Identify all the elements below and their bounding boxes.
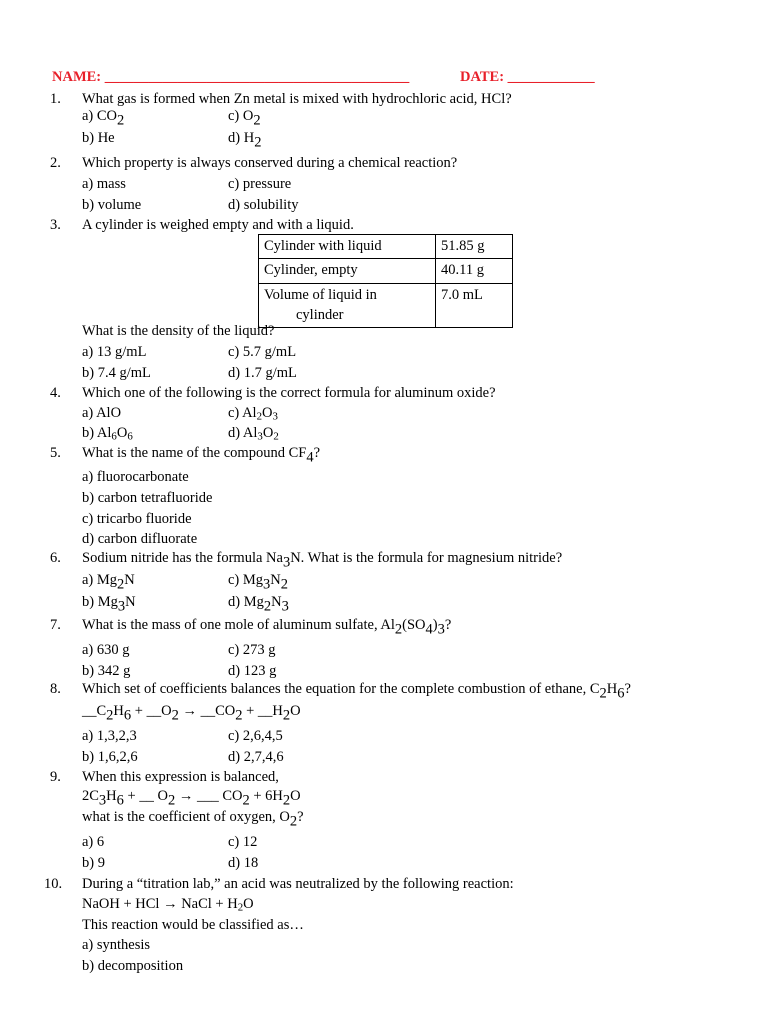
table-row <box>259 259 513 283</box>
option-a: a) synthesis <box>82 937 151 953</box>
option-c: c) tricarbo fluoride <box>82 511 192 527</box>
question-number: 8. <box>50 681 61 697</box>
option-d: d) 2,7,4,6 <box>228 749 284 765</box>
question-number: 10. <box>44 876 63 892</box>
equation: __C2H6 + __O2 → __CO2 + __H2O <box>82 703 301 724</box>
option-c: c) $Al_2O_3$ <box>228 405 278 423</box>
option-a: a) mass <box>82 176 126 192</box>
data-table <box>258 234 513 328</box>
option-b: b) volume <box>82 197 142 213</box>
option-d: d) 123 g <box>228 663 277 679</box>
question-number: 7. <box>50 617 61 633</box>
option-b: b) carbon tetrafluoride <box>82 490 213 506</box>
question-number: 2. <box>50 155 61 171</box>
table-cell-value: 51.85 g <box>436 235 513 259</box>
option-a: a) 13 g/mL <box>82 344 147 360</box>
option-d: d) H2 <box>228 130 262 151</box>
question-number: 6. <box>50 550 61 566</box>
table-cell-value: 40.11 g <box>436 259 513 283</box>
option-c: c) 2,6,4,5 <box>228 728 283 744</box>
option-b: b) He <box>82 130 115 146</box>
table-row <box>259 235 513 259</box>
question-text: What gas is formed when Zn metal is mixed with hydrochloric acid, HCl? <box>82 91 512 107</box>
table-cell-label: Volume of liquid in cylinder <box>259 283 436 328</box>
option-b: b) 342 g <box>82 663 131 679</box>
question-text: What is the name of the compound CF4? <box>82 445 320 466</box>
table-cell-value: 7.0 mL <box>436 283 513 328</box>
equation: 2C3H6 + __ O2 → ___ CO2 + 6H2O <box>82 788 301 809</box>
option-b: b) 1,6,2,6 <box>82 749 138 765</box>
option-d: d) Mg2N3 <box>228 594 289 615</box>
option-b: b) 9 <box>82 855 105 871</box>
option-c: c) 12 <box>228 834 258 850</box>
option-b: b) decomposition <box>82 958 184 974</box>
option-b: b) $Al_6O_6$ <box>82 425 133 443</box>
question-number: 4. <box>50 385 61 401</box>
question-text: Which set of coefficients balances the equation for the complete combustion of ethane, C2H6? <box>82 681 631 702</box>
question-number: 3. <box>50 217 61 233</box>
option-a: a) AlO <box>82 405 122 421</box>
option-b: b) 7.4 g/mL <box>82 365 151 381</box>
option-c: c) pressure <box>228 176 292 192</box>
option-c: c) O2 <box>228 108 261 129</box>
option-a: a) fluorocarbonate <box>82 469 189 485</box>
question-number: 5. <box>50 445 61 461</box>
table-row <box>259 283 513 328</box>
option-d: d) 1.7 g/mL <box>228 365 297 381</box>
question-number: 9. <box>50 769 61 785</box>
question-text: What is the mass of one mole of aluminum sulfate, Al2(SO4)3? <box>82 617 452 638</box>
option-d: d) solubility <box>228 197 299 213</box>
option-a: a) 6 <box>82 834 105 850</box>
date-field-label: DATE: ____________ <box>460 69 595 85</box>
option-d: d) carbon difluorate <box>82 531 198 547</box>
question-text: A cylinder is weighed empty and with a liquid. <box>82 217 354 233</box>
option-c: c) Mg3N2 <box>228 572 289 593</box>
option-a: a) 630 g <box>82 642 130 658</box>
question-text: Which property is always conserved during a chemical reaction? <box>82 155 458 171</box>
question-followup: This reaction would be classified as… <box>82 917 304 933</box>
equation: NaOH + HCl → NaCl + $H_2O$ <box>82 896 254 914</box>
option-a: a) CO2 <box>82 108 125 129</box>
question-followup: What is the density of the liquid? <box>82 323 275 339</box>
option-a: a) 1,3,2,3 <box>82 728 137 744</box>
table-cell-label: Cylinder, empty <box>259 259 436 283</box>
option-d: d) 18 <box>228 855 259 871</box>
table-cell-label: Cylinder with liquid <box>259 235 436 259</box>
name-field-label: NAME: __________________________________________ <box>52 69 410 85</box>
question-text: During a “titration lab,” an acid was neutralized by the following reaction: <box>82 876 514 892</box>
option-c: c) 273 g <box>228 642 276 658</box>
question-text: Sodium nitride has the formula Na3N. What is the formula for magnesium nitride? <box>82 550 563 571</box>
question-followup: what is the coefficient of oxygen, O2? <box>82 809 304 830</box>
question-number: 1. <box>50 91 61 107</box>
option-c: c) 5.7 g/mL <box>228 344 297 360</box>
option-b: b) Mg3N <box>82 594 136 615</box>
question-text: Which one of the following is the correct formula for aluminum oxide? <box>82 385 496 401</box>
option-d: d) $Al_3O_2$ <box>228 425 279 443</box>
question-text: When this expression is balanced, <box>82 769 279 785</box>
option-a: a) Mg2N <box>82 572 135 593</box>
